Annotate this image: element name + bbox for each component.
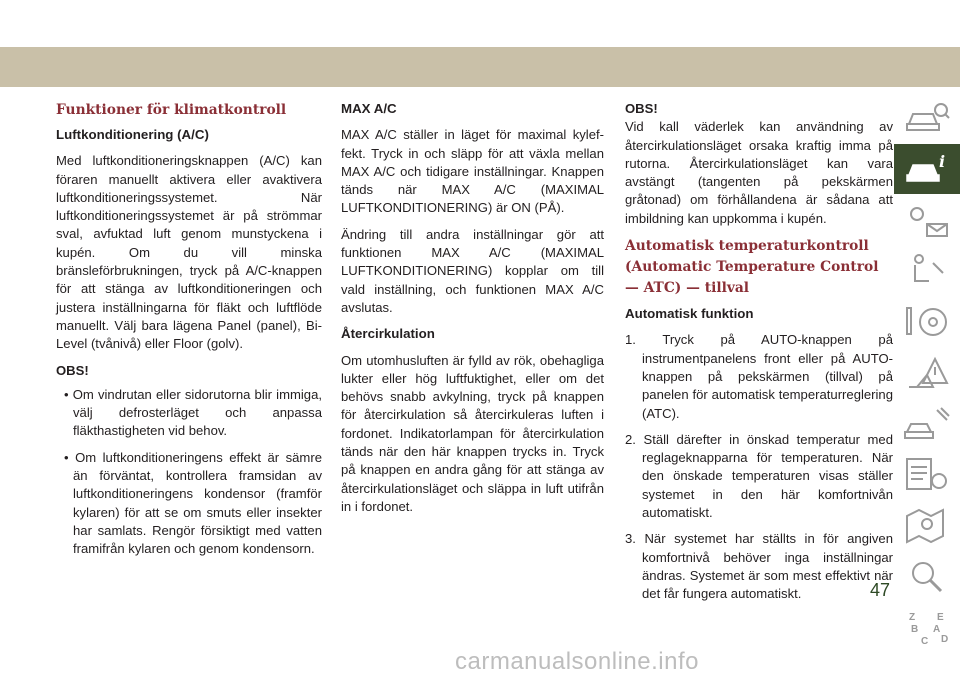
paragraph-max-ac: MAX A/C ställer in läget för maximal kyleffekt. Tryck in och släpp för att växla mellan MAX A/C och tidigare inställningar. Knappen tänds när MAX A/C (MAXIMAL LUFTKONDITIONERING) är ON (PÅ). — [341, 127, 604, 216]
note-label: OBS! — [625, 101, 658, 116]
svg-text:A: A — [933, 624, 941, 635]
tab-settings-list[interactable] — [894, 450, 960, 500]
car-search-icon — [903, 98, 951, 138]
svg-text:E: E — [937, 612, 944, 623]
svg-text:i: i — [939, 152, 946, 171]
watermark: carmanualsonline.info — [455, 648, 699, 675]
tab-navigation-map[interactable] — [894, 501, 960, 551]
header-bar — [0, 47, 960, 87]
steering-wheel-icon — [903, 302, 951, 342]
warning-lights-icon — [903, 200, 951, 240]
section-title-climate: Funktioner för klimatkontroll — [56, 102, 287, 118]
paragraph-note: Vid kall väderlek kan användning av återcirkulationsläget orsaka kraftig imma på rutorna. Återcirkulationsläget kan vara avstängt (tangenten på pekskärmen gråtonad) om förhållandena är sådana att imbildning kan uppkomma i kupén. — [625, 119, 893, 226]
tab-airbag-seat[interactable] — [894, 246, 960, 296]
subheading-recirculation: Återcirkulation — [341, 326, 435, 342]
language-index-icon — [903, 608, 951, 648]
svg-text:B: B — [911, 624, 919, 635]
tab-tools-car[interactable] — [894, 399, 960, 449]
column-1 — [56, 100, 322, 567]
column-3 — [625, 100, 893, 612]
page-number: 47 — [870, 580, 891, 600]
tab-magnifier[interactable] — [894, 552, 960, 602]
numbered-step: 2. Ställ därefter in önskad temperatur med reglageknapparna för temperaturen. När den önskade temperaturen visas ställer systemet in den här komfortnivån automatiskt. — [625, 431, 893, 521]
chapter-sidebar — [894, 93, 960, 654]
numbered-step: 3. När systemet har ställts in för angiven komfortnivå behöver inga inställningar ändras. Systemet är som mest effektivt när det får fungera automatiskt. — [625, 531, 893, 602]
note-label: OBS! — [56, 362, 89, 378]
settings-list-icon — [903, 455, 951, 495]
paragraph-max-ac-change: Ändring till andra inställningar gör att funktionen MAX A/C (MAXIMAL LUFTKONDITIONERING) kopplar om till vald inställning, och funktionen MAX A/C avslutas. — [341, 226, 604, 315]
magnifier-icon — [903, 557, 951, 597]
svg-text:Z: Z — [909, 612, 916, 623]
bullet-item: • Om vindrutan eller sidorutorna blir immiga, välj defrosterläget och anpassa fläkthastigheten vid behov. — [64, 386, 322, 439]
paragraph-recirculation: Om utomhusluften är fylld av rök, obehagliga lukter eller hög luftfuktighet, eller om det behövs snabb avkylning, tryck på knappen för återcirkulation så återcirkuleras luften i fordonet. Indikatorlampan för återcirkulation tänds när den här knappen trycks in. Tryck på knappen en andra gång för att stänga av återcirkulationsläget och släppa in luft utifrån in i fordonet. — [341, 352, 604, 514]
tab-road-warning[interactable] — [894, 348, 960, 398]
navigation-map-icon — [903, 506, 951, 546]
tools-car-icon — [903, 404, 951, 444]
tab-steering-wheel[interactable] — [894, 297, 960, 347]
svg-text:C: C — [921, 636, 929, 647]
subheading-auto: Automatisk funktion — [625, 306, 754, 322]
subheading-ac: Luftkonditionering (A/C) — [56, 127, 209, 142]
svg-text:D: D — [941, 634, 949, 645]
column-2 — [341, 100, 604, 524]
bullet-item: • Om luftkonditioneringens effekt är sämre än förväntat, kontrollera framsidan av luftkonditioneringens kondensor (framför kylaren) för att se om smuts eller insekter har samlats. Rengör försiktigt med vatten framifrån kylaren och genom kondensorn. — [64, 449, 322, 557]
tab-language-index[interactable] — [894, 603, 960, 653]
tab-car-search[interactable] — [894, 93, 960, 143]
car-info-icon — [903, 149, 951, 189]
road-warning-icon — [903, 353, 951, 393]
subheading-max-ac: MAX A/C — [341, 101, 397, 116]
tab-warning-lights[interactable] — [894, 195, 960, 245]
numbered-step: 1. Tryck på AUTO-knappen på instrumentpanelens front eller på AUTO-knappen på pekskärmen (tillval) på panelen för automatisk temperaturreglering (ATC). — [625, 332, 893, 421]
section-title-atc: Automatisk temperaturkontroll (Automatic Temperature Control — ATC) — tillval — [625, 238, 879, 297]
tab-car-info[interactable] — [894, 144, 960, 194]
airbag-seat-icon — [903, 251, 951, 291]
header-band — [0, 0, 960, 86]
paragraph-ac: Med luftkonditioneringsknappen (A/C) kan föraren manuellt aktivera eller avaktivera luftkonditioneringssystemet. När luftkonditioneringssystemet är på strömmar sval, avfuktad luft genom munstyckena i kupén. Om du vill minska bränsleförbrukningen, tryck på A/C-knappen för att stänga av luftkonditioneringen och justera inställningarna för fläkt och luftflöde manuellt. Välj bara lägena Panel (panel), Bi-Level (tvånivå) eller Floor (golv). — [56, 153, 322, 352]
